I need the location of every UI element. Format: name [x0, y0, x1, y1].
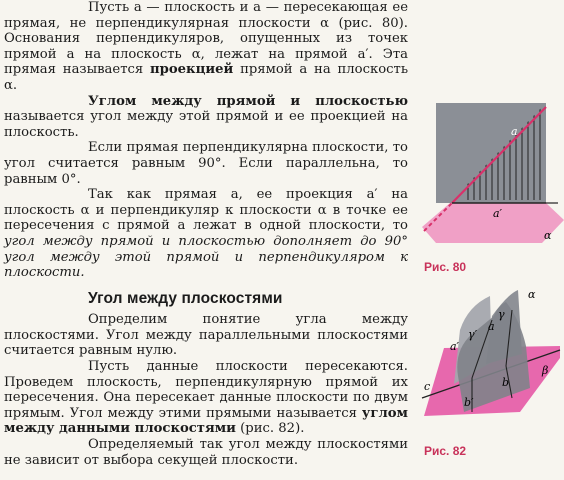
section-title: Угол между плоскостями: [88, 289, 283, 307]
paragraph: [4, 0, 408, 94]
label-alpha: α: [528, 288, 536, 301]
text-run: Пусть a — плоскость и a — пересекающая ее прямая, не перпендикулярная плоскости α (рис. 80). Основания перпендикуляров, опущенных из точек прямой a на плоскость α, лежат на прямой a′. Эта прямая называется: [4, 0, 408, 78]
bold-term: проекцией: [150, 62, 234, 78]
figure-80: [416, 95, 564, 255]
label-b: b: [502, 376, 510, 389]
caption-fig80: Рис. 80: [424, 260, 467, 274]
caption-fig82: Рис. 82: [424, 444, 467, 458]
figure-82: [416, 280, 564, 440]
italic-statement: угол между прямой и плоскостью дополняет до 90° угол между этой прямой и перпендикуляром к плоскости.: [4, 233, 408, 281]
label-a: a: [488, 320, 495, 333]
label-alpha: α: [544, 229, 552, 242]
intro-paragraphs: [4, 0, 408, 281]
paragraph: [4, 140, 408, 187]
section-paragraphs: [4, 312, 408, 468]
paragraph: [4, 187, 408, 281]
label-a: a: [511, 125, 518, 138]
paragraph: [4, 312, 408, 359]
text-run: Пусть данные плоскости пересекаются. Проведем плоскость, перпендикулярную прямой их пересечения. Она пересекает данные плоскости по двум прямым. Угол между этими прямыми называется: [4, 359, 408, 421]
paragraph: [4, 94, 408, 141]
bold-term: углом между данными плоскостями: [4, 405, 408, 437]
text-run: Если прямая перпендикулярна плоскости, то угол считается равным 90°. Если параллельна, то равным 0°.: [4, 140, 408, 187]
label-a-prime: a′: [450, 340, 460, 353]
label-a-proj: a′: [493, 207, 503, 220]
text-run: Определим понятие угла между плоскостями. Угол между параллельными плоскостями считается равным нулю.: [4, 312, 408, 359]
text-run: называется угол между этой прямой и ее проекцией на плоскость.: [4, 109, 408, 140]
vertical-plane: [436, 103, 546, 203]
text-run: Так как прямая a, ее проекция a′ на плоскость α и перпендикуляр к плоскости α в точке ее пересечения с прямой a лежат в одной плоскости, то: [4, 187, 408, 234]
text-run: Определяемый так угол между плоскостями не зависит от выбора секущей плоскости.: [4, 437, 408, 468]
text-run: прямой a на плоскость α.: [4, 62, 409, 93]
text-column: [4, 0, 408, 468]
label-c: c: [424, 380, 431, 393]
paragraph: [4, 359, 408, 437]
text-run: (рис. 82).: [235, 421, 305, 437]
bold-term: Углом между прямой и плоскостью: [88, 93, 408, 109]
label-b-prime: b′: [464, 396, 474, 409]
paragraph: [4, 437, 408, 468]
label-beta: β: [542, 364, 549, 377]
label-gamma: γ: [498, 308, 505, 321]
label-gamma-prime: γ′: [468, 328, 478, 341]
